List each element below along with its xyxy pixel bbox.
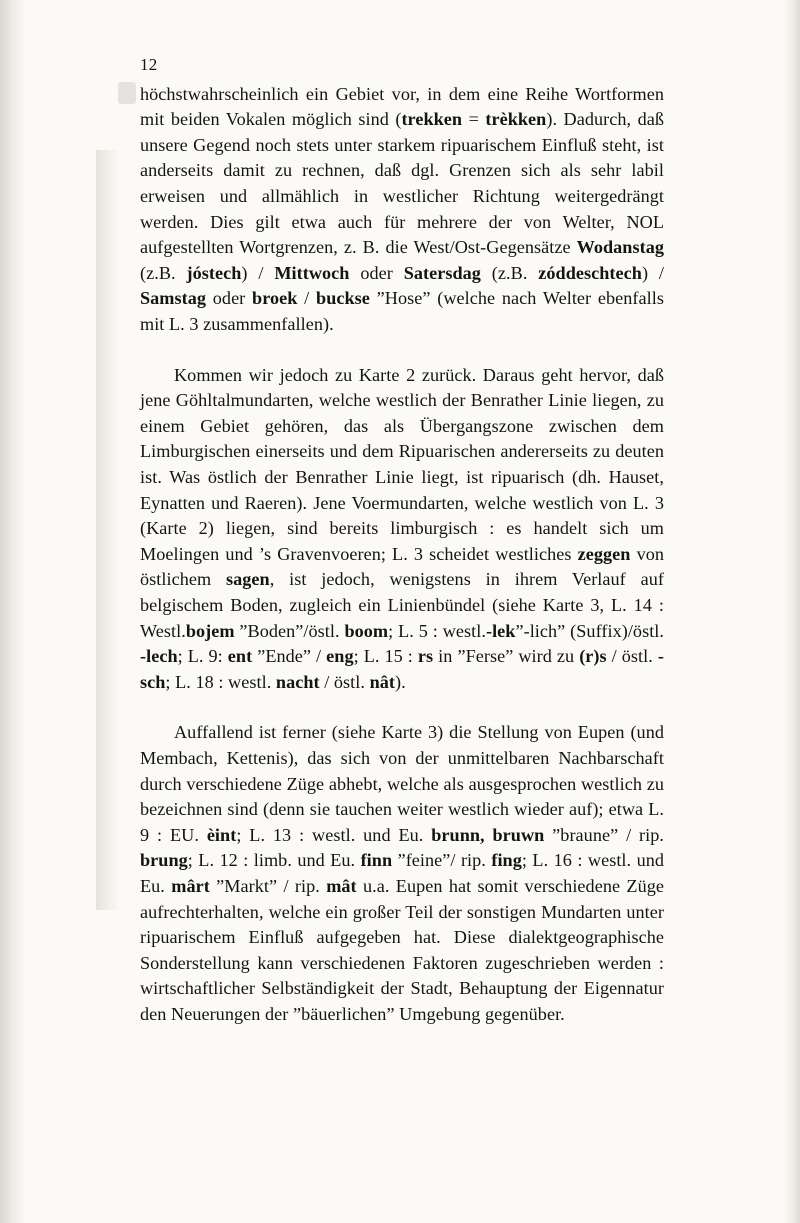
page-number: 12 — [140, 55, 158, 74]
scan-speck — [118, 82, 136, 104]
emphasized-term: nacht — [275, 671, 320, 692]
paragraph — [140, 82, 664, 338]
text-run: / östl. — [606, 646, 658, 667]
text-run: ). Dadurch, daß unsere Gegend noch stets unter starkem ripuarischem Einfluß steht, ist anderseits damit zu rechnen, daß dgl. Grenzen sich als sehr labil erweisen und allmählich in westlicher Richtung weitergedrängt werden. Dies gilt etwa auch für mehrere der von Welter, NOL aufgestellten Wortgrenzen, z. B. die West/Ost-Gegensätze — [140, 109, 664, 258]
text-run: oder — [349, 262, 404, 283]
emphasized-term: boom — [344, 620, 389, 641]
emphasized-term: trèkken — [485, 109, 547, 130]
emphasized-term: buckse — [316, 288, 370, 309]
emphasized-term: ent — [227, 646, 253, 667]
emphasized-term: jóstech — [186, 262, 242, 283]
emphasized-term: fing — [491, 850, 522, 871]
emphasized-term: mât — [326, 875, 357, 896]
paragraph — [140, 720, 664, 1027]
emphasized-term: trekken — [401, 109, 463, 130]
emphasized-term: bojem — [185, 620, 235, 641]
emphasized-term: rs — [417, 646, 434, 667]
text-run: / — [297, 288, 317, 309]
text-run: ; L. 16 : westl. und Eu. — [140, 850, 664, 896]
emphasized-term: èint — [206, 824, 237, 845]
text-run: u.a. Eupen hat somit verschiedene Züge aufrechterhalten, welche ein großer Teil der sonstigen Mundarten unter ripuarischem Einfluß aufgegeben hat. Diese dialektgeographische Sonderstellung kann verschiedenen Faktoren zugeschrieben werden : wirtschaftlicher Selbständigkeit der Stadt, Behauptung der Eigennatur den Neuerungen der ”bäuerlichen” Umgebung gegenüber. — [140, 875, 664, 1024]
emphasized-term: sagen — [226, 569, 270, 590]
emphasized-term: (r)s — [579, 646, 607, 667]
text-run: Kommen wir jedoch zu Karte 2 zurück. Daraus geht hervor, daß jene Göhltalmundarten, welche westlich der Benrather Linie liegen, zu einem Gebiet gehören, das als Übergangszone zwischen dem Limburgischen einerseits und dem Ripuarischen andererseits zu deuten ist. Was östlich der Benrather Linie liegt, ist ripuarisch (dh. Hauset, Eynatten und Raeren). Jene Voermundarten, welche westlich von L. 3 (Karte 2) liegen, sind bereits limburgisch : es handelt sich um Moelingen und ’s Gravenvoeren; L. 3 scheidet westliches — [140, 364, 664, 564]
text-run: , ist jedoch, wenigstens in ihrem Verlauf auf belgischem Boden, zugleich ein Linienbündel (siehe Karte 3, L. 14 : Westl. — [140, 569, 664, 641]
emphasized-term: zóddeschtech — [538, 262, 642, 283]
text-run: ) / — [641, 262, 665, 283]
paragraph — [140, 363, 664, 696]
text-run: ; L. 12 : limb. und Eu. — [187, 850, 361, 871]
scan-shadow-left — [96, 150, 120, 910]
text-run: oder — [206, 288, 253, 309]
text-run: Auffallend ist ferner (siehe Karte 3) die Stellung von Eupen (und Membach, Kettenis), das sich von der unmittelbaren Nachbarschaft durch verschiedene Züge abhebt, welche als ausgesprochen westlich zu bezeichnen sind (denn sie tauchen weiter westlich wieder auf); etwa L. 9 : EU. — [140, 722, 664, 845]
emphasized-term: -lech — [140, 646, 178, 667]
emphasized-term: -sch — [140, 646, 664, 692]
text-run: ; L. 9: — [177, 646, 228, 667]
text-run: (z.B. — [140, 262, 187, 283]
emphasized-term: zeggen — [577, 543, 631, 564]
text-run: (z.B. — [480, 262, 539, 283]
page-text-column — [140, 56, 664, 1027]
text-run: ”Hose” (welche nach Welter ebenfalls mit L. 3 zusammenfallen). — [140, 288, 664, 335]
text-run: von östlichem — [140, 543, 665, 590]
text-run: ) / — [241, 262, 275, 283]
text-run: ; L. 18 : westl. — [165, 671, 276, 692]
text-run: ”Markt” / rip. — [209, 875, 327, 896]
text-run: = — [462, 109, 486, 130]
emphasized-term: mârt — [171, 875, 210, 896]
text-run: / östl. — [319, 671, 370, 692]
text-run: ; L. 15 : — [353, 646, 418, 667]
emphasized-term: nât — [369, 671, 395, 692]
body-text — [140, 82, 664, 1028]
emphasized-term: brunn, bruwn — [431, 824, 545, 845]
text-run: ”Boden”/östl. — [234, 620, 345, 641]
text-run: ). — [395, 671, 406, 692]
emphasized-term: Satersdag — [403, 262, 481, 283]
emphasized-term: eng — [326, 646, 354, 667]
text-run: ”Ende” / — [252, 646, 327, 667]
text-run: in ”Ferse” wird zu — [433, 646, 580, 667]
text-run: ; L. 13 : westl. und Eu. — [236, 824, 432, 845]
emphasized-term: finn — [360, 850, 393, 871]
text-run: ”-lich” (Suffix)/östl. — [515, 620, 664, 641]
text-run: ”feine”/ rip. — [392, 850, 492, 871]
emphasized-term: brung — [140, 850, 188, 871]
emphasized-term: broek — [252, 288, 298, 309]
emphasized-term: Mittwoch — [274, 262, 350, 283]
text-run: ; L. 5 : westl. — [388, 620, 486, 641]
emphasized-term: Wodanstag — [576, 237, 664, 258]
text-run: höchstwahrscheinlich ein Gebiet vor, in dem eine Reihe Wortformen mit beiden Vokalen möglich sind ( — [140, 83, 664, 130]
text-run: ”braune” / rip. — [544, 824, 665, 845]
emphasized-term: -lek — [485, 620, 516, 641]
emphasized-term: Samstag — [140, 288, 207, 309]
